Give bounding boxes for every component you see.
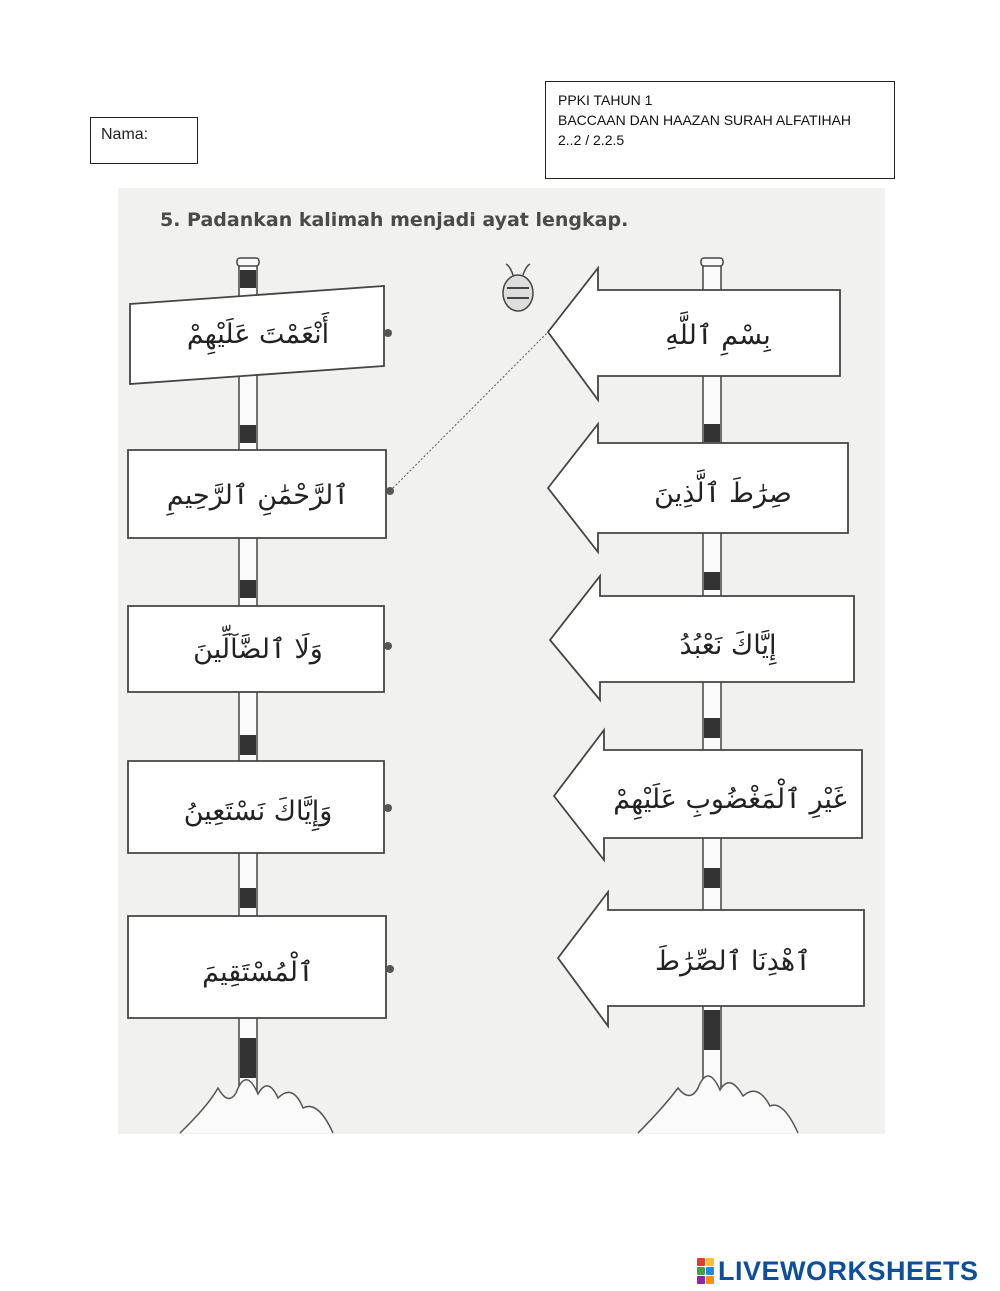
worksheet-drawing: [118, 188, 885, 1134]
left-sign-1: [130, 286, 392, 384]
right-sign-1-text: بِسْمِ ٱللَّهِ: [665, 320, 771, 351]
left-sign-2: [128, 450, 394, 538]
left-sign-2-text: ٱلرَّحْمَٰنِ ٱلرَّحِيمِ: [166, 480, 350, 511]
right-sign-2-text: صِرَٰطَ ٱلَّذِينَ: [654, 478, 792, 509]
name-box[interactable]: [90, 117, 198, 164]
info-box: [545, 81, 895, 179]
connector-dot[interactable]: [386, 965, 394, 973]
logo-grid-icon: [697, 1258, 714, 1284]
bee-icon: [503, 264, 533, 311]
connector-dot[interactable]: [386, 487, 394, 495]
info-line-code: 2..2 / 2.2.5: [558, 132, 625, 148]
info-line-class: PPKI TAHUN 1: [558, 92, 653, 108]
connector-dot[interactable]: [384, 642, 392, 650]
right-sign-2: [548, 424, 848, 552]
left-sign-5-text: ٱلْمُسْتَقِيمَ: [202, 957, 314, 988]
worksheet-scan: [118, 188, 885, 1134]
connector-dot[interactable]: [384, 804, 392, 812]
logo-text: LIVEWORKSHEETS: [718, 1255, 979, 1286]
right-grass: [638, 1076, 798, 1133]
right-sign-4-text: غَيْرِ ٱلْمَغْضُوبِ عَلَيْهِمْ: [613, 784, 847, 815]
left-sign-5: [128, 916, 394, 1018]
info-line-topic: BACCAAN DAN HAAZAN SURAH ALFATIHAH: [558, 112, 852, 128]
left-sign-3-text: وَلَا ٱلضَّآلِّينَ: [193, 634, 323, 665]
left-sign-4-text: وَإِيَّاكَ نَسْتَعِينُ: [183, 796, 333, 827]
right-sign-5: [558, 892, 864, 1026]
left-sign-1-text: أَنْعَمْتَ عَلَيْهِمْ: [186, 319, 330, 350]
right-sign-1: [548, 268, 840, 400]
name-label: Nama:: [101, 126, 149, 143]
match-line: [390, 332, 548, 491]
instruction-text: 5. Padankan kalimah menjadi ayat lengkap.: [160, 209, 629, 231]
connector-dot[interactable]: [384, 329, 392, 337]
left-sign-4: [128, 761, 392, 853]
left-sign-3: [128, 606, 392, 692]
right-sign-5-text: ٱهْدِنَا ٱلصِّرَٰطَ: [655, 946, 811, 977]
liveworksheets-logo: [697, 1256, 979, 1286]
right-sign-3-text: إِيَّاكَ نَعْبُدُ: [679, 630, 777, 661]
right-sign-3: [550, 576, 854, 700]
